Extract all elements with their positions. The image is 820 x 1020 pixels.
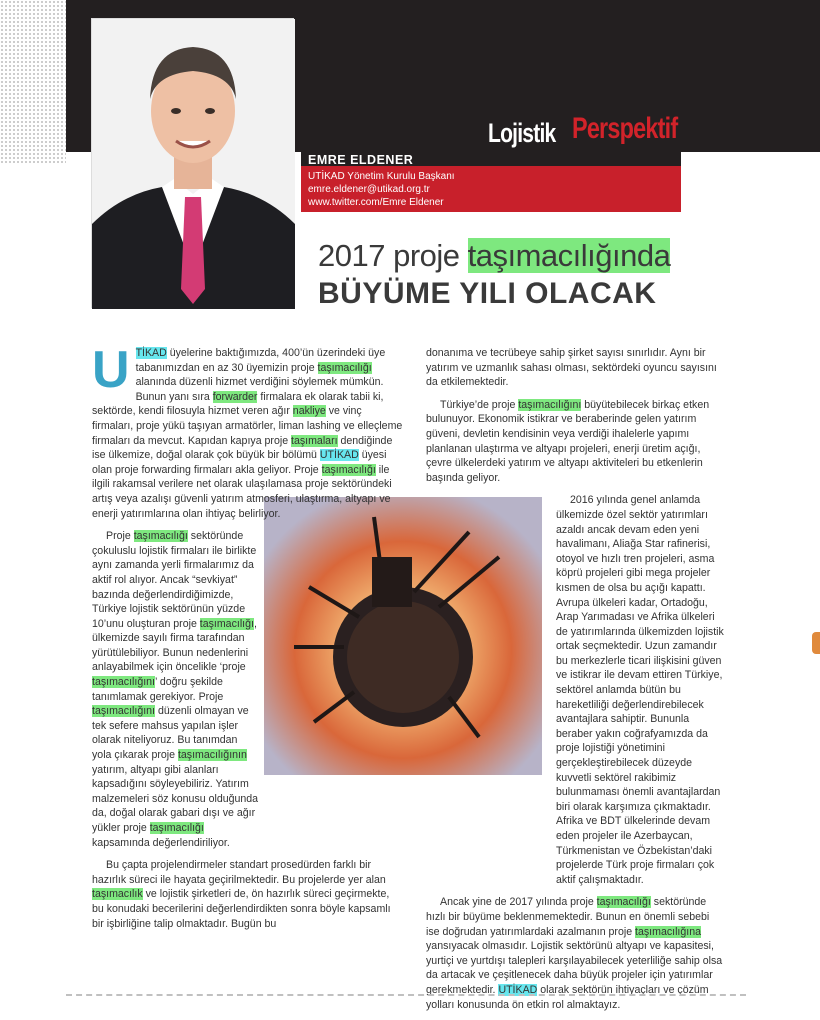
highlight: taşımacılığına xyxy=(635,925,701,938)
headline-line-2: BÜYÜME YILI OLACAK xyxy=(318,277,657,310)
highlight: taşımacılığı xyxy=(199,617,254,630)
text-run: ’ doğru şekilde tanımlamak gerekiyor. Proje xyxy=(92,676,224,703)
text-run: ve vinç firmaları, proje yükü taşıyan armatörler, liman lashing ve elleçleme firmaları da mevcut. Kapıdan kapıya proje xyxy=(92,405,403,447)
highlight: taşımacılığı xyxy=(149,822,204,834)
highlight: taşımacılığının xyxy=(177,749,247,762)
text-run: olarak sektörün ihtiyaçları ve çözüm yolları konusunda ön etkin rol almaktayız. xyxy=(426,983,709,1011)
text-run: Bu çapta projelendirmeler standart prosedürden farklı bir hazırlık süreci ile hayata geçirilmektedir. Bu projelerde yer alan xyxy=(92,859,386,886)
article-paragraph-1 xyxy=(92,341,404,521)
highlight: taşımacılığını xyxy=(92,705,155,718)
text-run: yatırım, altyapı gibi alanları kapsadığını söyleyebiliriz. Yatırım malzemeleri söz konusu olduğunda da, doğal olarak gabari dışı ve ağır yükler proje xyxy=(92,763,259,834)
text-run: büyütebilecek birkaç etken bulunuyor. Ekonomik istikrar ve beraberinde gelen yatırım güveni, devletin kendisinin veya verdiği ihalelerle yapımı planlanan ulaştırma ve altyapı projeleri, enerji üretim açığı, çevre ülkelerdeki yatırım ve altyapı aktiviteleri bu etkenlerin başında geliyor. xyxy=(426,398,710,484)
headline-line-1 xyxy=(318,238,670,274)
highlight-utikad: UTİKAD xyxy=(498,983,538,996)
highlight: forwarder xyxy=(212,390,258,403)
highlight: taşımacılığı xyxy=(321,463,376,476)
highlight: taşımaları xyxy=(291,434,338,447)
highlight-utikad: UTİKAD xyxy=(319,449,359,462)
author-role: UTİKAD Yönetim Kurulu Başkanı xyxy=(308,171,455,182)
highlight: taşımacılık xyxy=(92,888,143,901)
drop-cap: U xyxy=(92,341,130,399)
text-run: dendiğinde ise ülkemize, doğal olarak çok büyük bir bölümü xyxy=(92,434,393,462)
text-run: ile ilgili rakamsal verilere net olarak ulaşılamasa proje sektöründeki artış veya azalışı güvenli yatırım atmosferi, ulaştırma, altyapı ve enerji yatırımlarına olan ihtiyaç belirliyor. xyxy=(92,463,392,520)
text-run: firmalara ek olarak tabii ki, sektörde, kendi filosuyla hizmet veren ağır xyxy=(92,390,384,418)
text-run: , ülkemizde sayılı firma tarafından yürütülebiliyor. Bunun nedenlerini anlayabilmek için öncelikle ‘proje xyxy=(92,617,257,674)
highlight: nakliye xyxy=(292,405,326,418)
text-run: üyelerine baktığımızda, 400’ün üzerindeki üye tabanımızdan en az 30 üyemizin proje xyxy=(135,347,386,374)
page-edge-marker xyxy=(812,632,820,654)
article-paragraph-3 xyxy=(92,858,404,931)
text-run: üyesi olan proje forwarding firmaları akla geliyor. Proje xyxy=(92,449,387,476)
headline-prefix: 2017 proje xyxy=(318,238,468,273)
article-paragraph-2 xyxy=(92,529,404,850)
highlight: taşımacılığı xyxy=(133,530,188,543)
article-column-right xyxy=(426,346,724,1020)
text-run: sektöründe çokuluslu lojistik firmaları ile birlikte aynı zamanda yerli firmalarımız da aktif rol alıyor. Ancak “sevkiyat” bazında değerlendirdiğimizde, Türkiye lojistik sektörünün yüzde 10’unu oluşturan proje xyxy=(92,530,257,630)
text-run: Proje xyxy=(106,530,134,543)
text-run: ve lojistik şirketleri de, ön hazırlık süreci geçirmekte, bu konudaki becerilerini değerlendirdikten sonra böyle kapsamlı bir işbirliğine talip olmaktadır. Bugün bu xyxy=(92,888,391,930)
text-run: alanında düzenli hizmet verdiğini söylemek mümkün. Bunun yanı sıra xyxy=(135,376,384,403)
text-run: Türkiye’de proje xyxy=(440,398,519,411)
brand-word-perspektif: Perspektif xyxy=(572,112,678,145)
author-photo xyxy=(91,18,294,308)
article-column-left xyxy=(92,341,404,939)
article-paragraph-6: 2016 yılında genel anlamda ülkemizde özel sektör yatırımları azaldı ancak devam eden yeni havalimanı, Aliağa Star rafinerisi, otoyol ve hızlı tren projeleri, asma köprü projeleri gibi mega projeler kısmen de olsa bu açığı kapattı. Avrupa ülkeleri kadar, Ortadoğu, Arap Yarımadası ve Afrika ülkeleri de yatırımlarında ülkemizden lojistik ortak seçmektedir. Uzun zamandır bu merkezlerle ticari ilişkisini güven ve istikrar ile devam ettiren Türkiye, sektörel anlamda bütün bu hareketliliği değerlendirebilecek avantajlara sahiptir. Bununla beraber yakın coğrafyamızda da proje lojistiği yönetimini gerçekleştirebilecek düzeyde kuvvetli sektörel rakibimiz bulunmaması önemli avantajlardan biri olarak karşımıza çıkmaktadır. Afrika ve BDT ülkelerinde devam eden projeler ile Azerbaycan, Türkmenistan ve Özbekistan’daki projelerde Türk proje firmaları çok aktif çalışmaktadır. xyxy=(556,494,724,886)
brand-word-lojistik: Lojistik xyxy=(488,118,556,148)
bottom-divider xyxy=(66,994,746,996)
highlight: taşımacılığı xyxy=(596,896,651,909)
headline-highlight: taşımacılığında xyxy=(467,238,671,273)
author-twitter: www.twitter.com/Emre Eldener xyxy=(308,197,444,208)
text-run: kapsamında değerlendiriliyor. xyxy=(92,836,230,849)
decorative-dot-pattern xyxy=(0,0,66,165)
text-run: yansıyacak olmasıdır. Lojistik sektörünü altyapı ve kapasitesi, yurtiçi ve yurtdışı talepleri karşılayabilecek yeterliliğe sahip olsa da artacak ve çeşitlenecek daha büyük projeler için yatırımlar gerekmektedir. xyxy=(426,940,723,996)
author-name: EMRE ELDENER xyxy=(308,153,414,167)
text-run: Ancak yine de 2017 yılında proje xyxy=(440,896,597,909)
highlight: taşımacılığı xyxy=(317,361,372,374)
article-paragraph-5 xyxy=(426,398,724,486)
highlight: taşımacılığını xyxy=(518,398,582,411)
text-run: düzenli olmayan ve tek sefere mahsus yapılan işler olarak niteliyoruz. Bu tanımdan yola çıkarak proje xyxy=(92,705,249,762)
author-email: emre.eldener@utikad.org.tr xyxy=(308,184,430,195)
highlight-utikad: TİKAD xyxy=(135,347,167,359)
article-paragraph-4: donanıma ve tecrübeye sahip şirket sayısı sınırlıdır. Aynı bir yatırım ve uzmanlık sahası olması, sektördeki oyuncu sayısını da etkilemektedir. xyxy=(426,347,717,389)
text-run: sektöründe hızlı bir büyüme beklenmemektedir. Bunun en önemli sebebi ise doğrudan yatırımlardaki azalmanın proje xyxy=(426,896,710,938)
highlight: taşımacılığını xyxy=(92,676,155,689)
